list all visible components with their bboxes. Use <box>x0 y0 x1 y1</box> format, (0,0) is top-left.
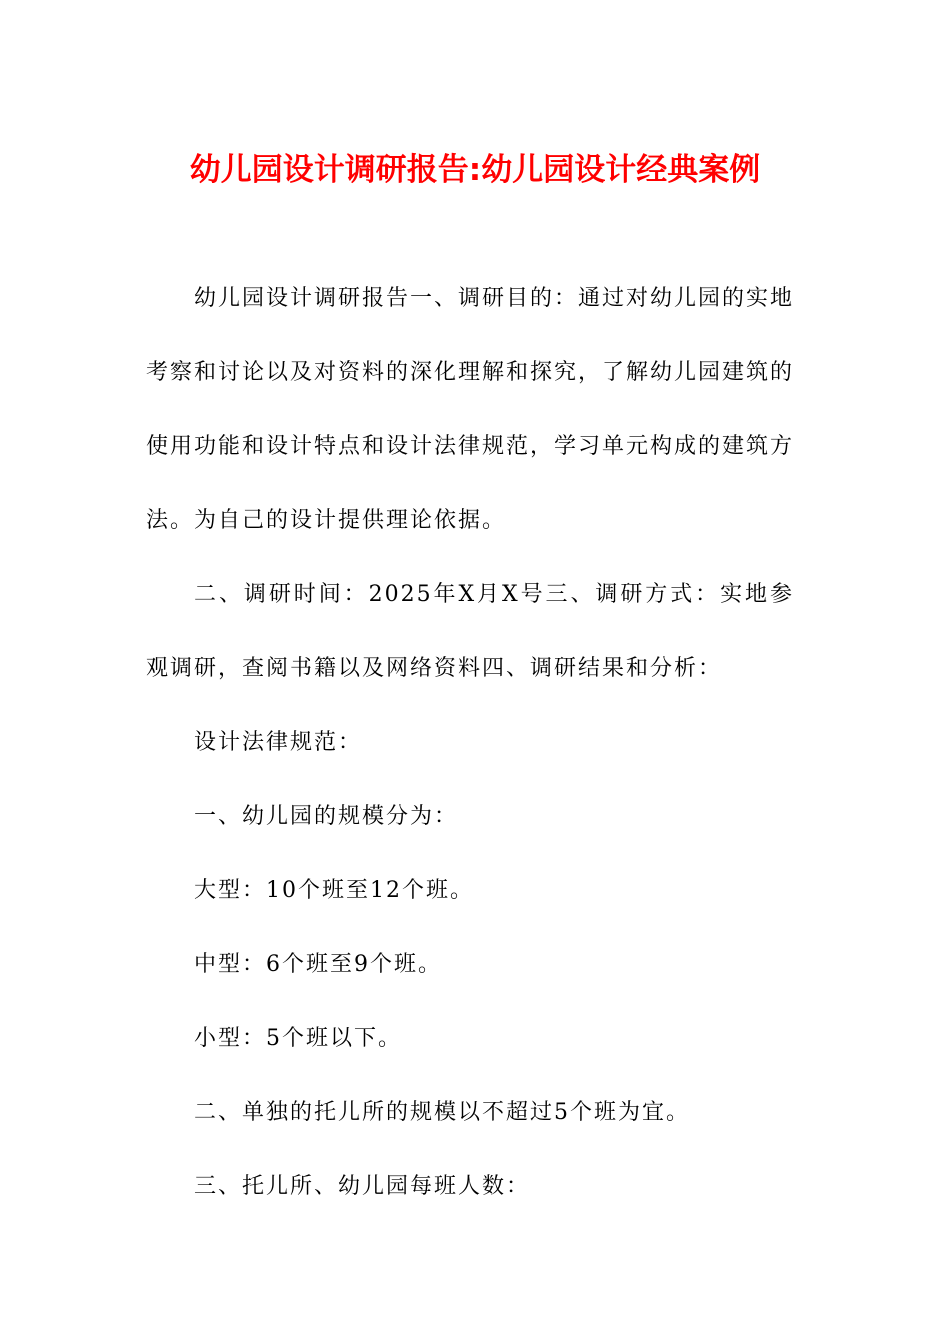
paragraph-design-regulations-heading: 设计法律规范： <box>194 730 363 755</box>
paragraph-scale-medium: 中型：6个班至9个班。 <box>194 952 442 977</box>
paragraph-scale-heading: 一、幼儿园的规模分为： <box>194 804 459 829</box>
paragraph-scale-small: 小型：5个班以下。 <box>194 1026 402 1051</box>
document-body <box>146 262 794 1224</box>
paragraph-scale-large: 大型：10个班至12个班。 <box>194 878 474 903</box>
paragraph-research-purpose: 幼儿园设计调研报告一、调研目的：通过对幼儿园的实地考察和讨论以及对资料的深化理解和探究，了解幼儿园建筑的使用功能和设计特点和设计法律规范，学习单元构成的建筑方法。为自己的设计提供理论依据。 <box>146 286 795 533</box>
paragraph-research-time-method: 二、调研时间：2025年X月X号三、调研方式：实地参观调研，查阅书籍以及网络资料四、调研结果和分析： <box>146 582 794 681</box>
paragraph-class-size-heading: 三、托儿所、幼儿园每班人数： <box>194 1174 531 1199</box>
document-title: 幼儿园设计调研报告:幼儿园设计经典案例 <box>189 152 761 188</box>
paragraph-nursery-scale: 二、单独的托儿所的规模以不超过5个班为宜。 <box>194 1100 690 1125</box>
